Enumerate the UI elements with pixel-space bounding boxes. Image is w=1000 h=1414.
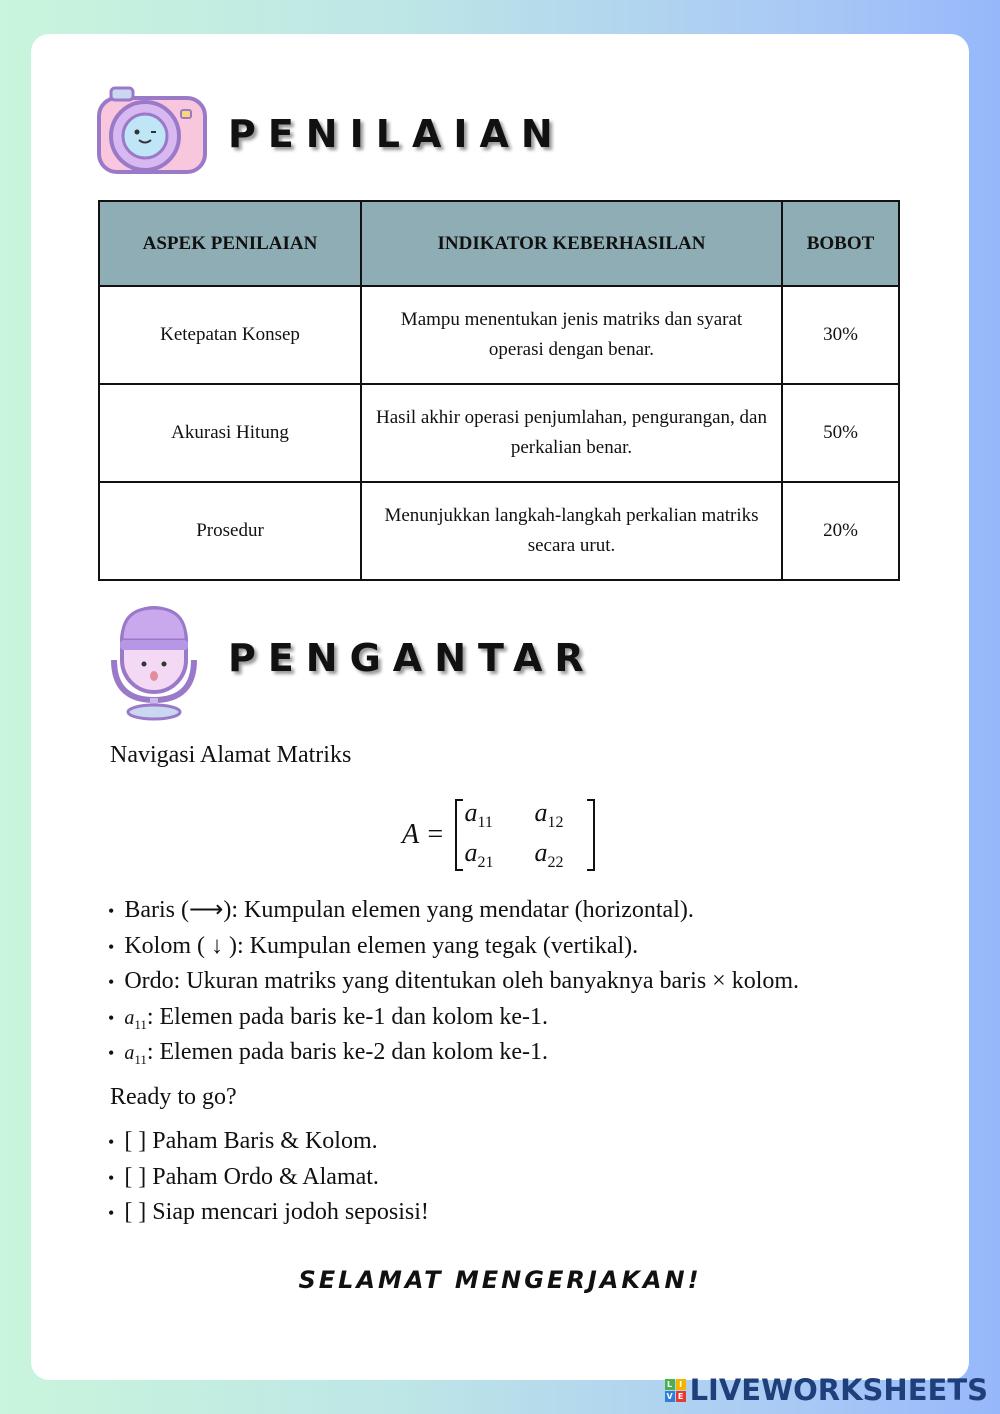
header-aspek: ASPEK PENILAIAN: [99, 201, 361, 286]
cell-aspek: Prosedur: [99, 482, 361, 580]
liveworksheets-logo: [665, 1373, 988, 1407]
cell-bobot: 20%: [782, 482, 899, 580]
list-item: • $a_{11}$: Elemen pada baris ke-1 dan kolom ke-1.: [108, 1000, 799, 1036]
checklist-item[interactable]: • [ ] Paham Baris & Kolom.: [108, 1124, 429, 1160]
header-bobot: BOBOT: [782, 201, 899, 286]
matrix-cell: $a_{22}$: [534, 838, 564, 872]
checklist: [108, 1124, 429, 1231]
table-row: [99, 286, 899, 384]
table-header-row: [99, 201, 899, 286]
section-title-penilaian: PENILAIAN: [228, 112, 565, 156]
list-item: • Kolom ( ↓ ): Kumpulan elemen yang tegak (vertikal).: [108, 929, 799, 965]
matrix-name: A =: [402, 819, 445, 851]
cell-indikator: Mampu menentukan jenis matriks dan syarat operasi dengan benar.: [361, 286, 782, 384]
definition-list: [108, 893, 799, 1071]
list-item: • Baris (⟶): Kumpulan elemen yang mendatar (horizontal).: [108, 893, 799, 929]
matrix-cell: $a_{12}$: [534, 798, 564, 832]
header-indikator: INDIKATOR KEBERHASILAN: [361, 201, 782, 286]
section-title-pengantar: PENGANTAR: [228, 636, 596, 680]
closing-message: SELAMAT MENGERJAKAN!: [298, 1266, 702, 1294]
cell-bobot: 50%: [782, 384, 899, 482]
assessment-table: [98, 200, 900, 581]
ready-text: Ready to go?: [110, 1084, 237, 1110]
table-row: [99, 384, 899, 482]
list-item: • Ordo: Ukuran matriks yang ditentukan oleh banyaknya baris × kolom.: [108, 964, 799, 1000]
camera-icon: [97, 84, 209, 176]
matrix-formula: [402, 798, 595, 872]
matrix-cell: $a_{11}$: [464, 798, 493, 832]
intro-heading: Navigasi Alamat Matriks: [110, 742, 352, 768]
cell-aspek: Akurasi Hitung: [99, 384, 361, 482]
brand-name: LIVEWORKSHEETS: [689, 1373, 988, 1407]
checklist-item[interactable]: • [ ] Paham Ordo & Alamat.: [108, 1160, 429, 1196]
list-item: • $a_{11}$: Elemen pada baris ke-2 dan kolom ke-1.: [108, 1035, 799, 1071]
cell-indikator: Menunjukkan langkah-langkah perkalian matriks secara urut.: [361, 482, 782, 580]
microphone-icon: [108, 604, 200, 722]
right-bracket: [587, 799, 595, 871]
cell-indikator: Hasil akhir operasi penjumlahan, pengurangan, dan perkalian benar.: [361, 384, 782, 482]
checklist-item[interactable]: • [ ] Siap mencari jodoh seposisi!: [108, 1195, 429, 1231]
cell-aspek: Ketepatan Konsep: [99, 286, 361, 384]
left-bracket: [455, 799, 463, 871]
live-logo-icon: L I V E: [665, 1379, 686, 1402]
cell-bobot: 30%: [782, 286, 899, 384]
table-row: [99, 482, 899, 580]
matrix-cell: $a_{21}$: [464, 838, 494, 872]
